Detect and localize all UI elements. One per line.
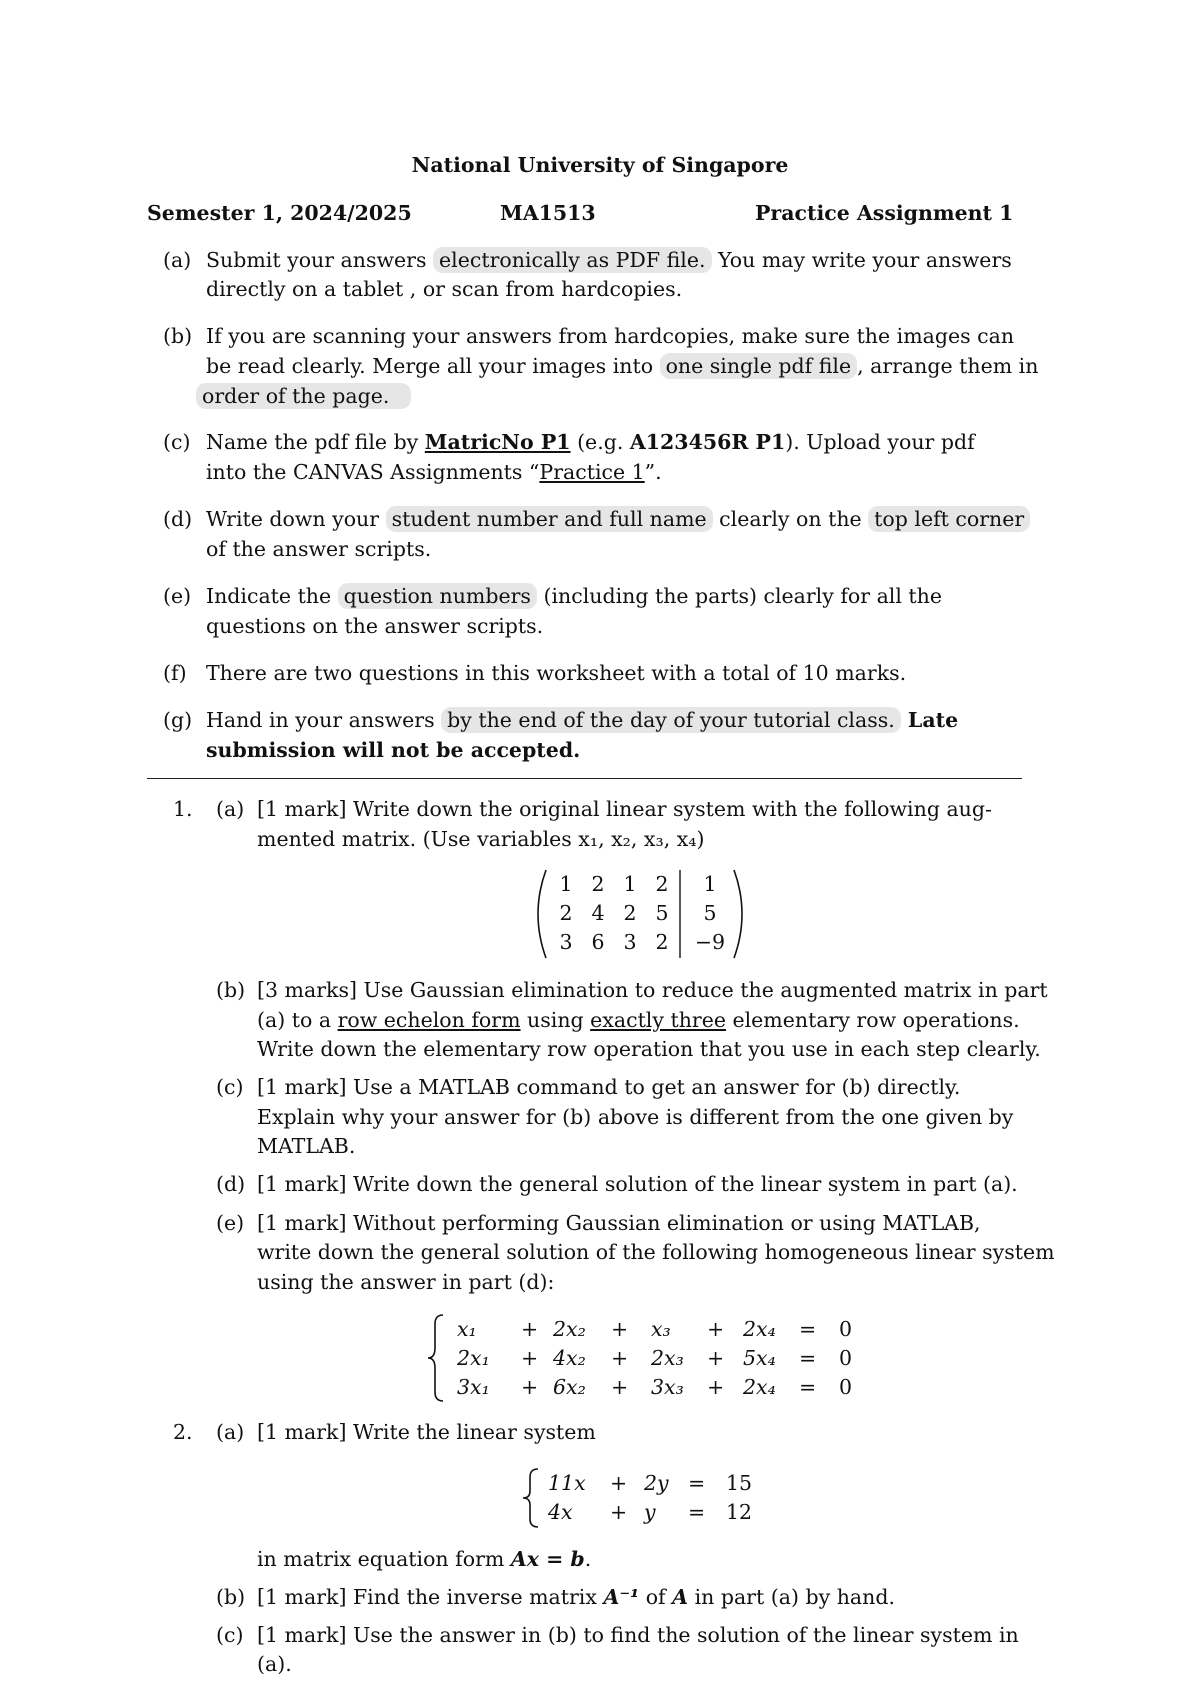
matrix-entry: −9	[694, 930, 726, 954]
part-label: (e)	[216, 1211, 245, 1235]
equation-term: =	[799, 1346, 817, 1370]
row-echelon-form: row echelon form	[337, 1008, 521, 1032]
inverse-matrix-symbol: A⁻¹	[603, 1585, 640, 1609]
matrix-entry: 5	[703, 901, 717, 925]
matrix-entry: 3	[623, 930, 637, 954]
equation-row	[425, 1344, 865, 1373]
equation-row	[425, 1315, 865, 1344]
equation-term: 15	[726, 1471, 753, 1495]
assignment-title: Practice Assignment 1	[755, 201, 1014, 225]
part-label: (c)	[216, 1075, 244, 1099]
instruction-label: (f)	[163, 661, 187, 685]
instruction-label: (c)	[163, 430, 191, 454]
matrix-entry: 2	[655, 930, 669, 954]
equation-term: x₁	[457, 1317, 477, 1341]
matrix-entry: 6	[591, 930, 605, 954]
equation-term: +	[707, 1346, 725, 1370]
equation-term: +	[521, 1317, 539, 1341]
canvas-assignment-name: Practice 1	[539, 460, 645, 484]
matrix-entry: 2	[655, 872, 669, 896]
equation-term: 3x₃	[651, 1375, 684, 1399]
equation-row	[520, 1498, 960, 1527]
equation-term: 2x₃	[651, 1346, 684, 1370]
equation-term: =	[688, 1471, 706, 1495]
equation-term: +	[610, 1500, 628, 1524]
university-title: National University of Singapore	[411, 153, 789, 177]
equation-term: 5x₄	[743, 1346, 776, 1370]
matrix-entry: 3	[559, 930, 573, 954]
equation-term: +	[521, 1375, 539, 1399]
equation-term: =	[799, 1317, 817, 1341]
matrix-equation: Ax = b	[510, 1547, 585, 1571]
equation-term: 12	[726, 1500, 753, 1524]
highlight-single-pdf: one single pdf file	[660, 353, 858, 379]
part-label: (a)	[216, 1420, 245, 1444]
equation-term: 4x	[548, 1500, 573, 1524]
part-label: (b)	[216, 1585, 246, 1609]
matrix-entry: 1	[623, 872, 637, 896]
matrix-entry: 2	[591, 872, 605, 896]
equation-row	[425, 1373, 865, 1402]
instruction-label: (b)	[163, 324, 193, 348]
matrix-entry: 2	[559, 901, 573, 925]
equation-term: y	[644, 1500, 656, 1524]
equation-term: 0	[839, 1346, 853, 1370]
highlight-deadline: by the end of the day of your tutorial class.	[441, 707, 901, 733]
equation-term: +	[611, 1346, 629, 1370]
highlight-question-numbers: question numbers	[338, 583, 537, 609]
late-submission-warning: submission will not be accepted.	[206, 738, 581, 762]
matrix-entry: 1	[559, 872, 573, 896]
question-number: 2.	[173, 1420, 193, 1444]
homogeneous-system	[425, 1312, 865, 1404]
instruction-label: (d)	[163, 507, 193, 531]
highlight-top-left: top left corner	[868, 506, 1030, 532]
filename-example: A123456R P1	[629, 430, 786, 454]
equation-row	[520, 1469, 960, 1498]
augmented-matrix	[530, 866, 750, 962]
equation-term: +	[707, 1317, 725, 1341]
highlight-pdf: electronically as PDF file.	[433, 247, 711, 273]
equation-term: 2y	[644, 1471, 669, 1495]
semester-label: Semester 1, 2024/2025	[147, 201, 412, 225]
instruction-label: (e)	[163, 584, 192, 608]
equation-term: 2x₄	[743, 1375, 776, 1399]
filename-format: MatricNo P1	[424, 430, 571, 454]
equation-term: 2x₄	[743, 1317, 776, 1341]
exactly-three: exactly three	[590, 1008, 726, 1032]
equation-term: +	[611, 1317, 629, 1341]
matrix-a-symbol: A	[672, 1585, 689, 1609]
equation-term: 2x₁	[457, 1346, 490, 1370]
linear-system-2	[520, 1466, 780, 1530]
document-page: National University of Singapore Semester 1, 2024/2025 MA1513 Practice Assignment 1 (a) Submit your answers electronically as PDF file. You may write your answers directly on a tablet , or scan from hardcopies. (b) If you are scanning your answers from hardcopies, make sure the images can be read clearly. Merge all your images into one single pdf file , arrange them in order of the page. (c) Name the pdf file by MatricNo P1 (e.g. A123456R P1). Upload your pdf into the CANVAS Assignments “Practice 1”. (d) Write down your student number and full name clearly on the top left corner of the answer scripts. (e) Indicate the question numbers (including the parts) clearly for all the questions on the answer scripts. (f) There are two questions in this worksheet with a total of 10 marks. (g) Hand in your answers by the end of the day of your tutorial class. Late submission will not be accepted. 1. (a) [1 mark] Write down the original linear system with the following aug- mented matrix. (Use variables x₁, x₂, x₃, x₄) 1 2 1 2 1 2 4 2 5 5 3 6 3 2 −9 (b) [3 marks] Use Gaussian elimination to reduce the augmented matrix in part (a) to a row echelon form using exactly three elementary row operations. Write down the elementary row operation that you use in each step clearly. (c) [1 mark] Use a MATLAB command to get an answer for (b) directly. Explain why your answer for (b) above is different from the one given by MATLAB. (d) [1 mark] Write down the general solution of the linear system in part (a). (e) [1 mark] Without performing Gaussian elimination or using MATLAB, write down the general solution of the following homogeneous linear system using the answer in part (d): x₁ + 2x₂ + x₃ + 2x₄ = 0 2x₁ + 4x₂ + 2x₃ + 5x₄ = 0 3x₁ + 6x₂ + 3x₃ + 2x₄ = 0 2. (a) [1 mark] Write the linear system 11x + 2y = 15 4x + y = 12 in matrix equation form Ax = b. (b) [1 mark] Find the inverse matrix A⁻¹ of A in part (a) by hand. (c) [1 mark] Use the answer in (b) to find the solution of the linear system in (a).	[0, 0, 1200, 1696]
equation-term: 6x₂	[553, 1375, 586, 1399]
part-label: (a)	[216, 797, 245, 821]
equation-term: =	[799, 1375, 817, 1399]
instruction-label: (a)	[163, 248, 192, 272]
equation-term: =	[688, 1500, 706, 1524]
equation-term: 3x₁	[457, 1375, 490, 1399]
question-number: 1.	[173, 797, 193, 821]
matrix-entry: 4	[591, 901, 605, 925]
highlight-student-number: student number and full name	[386, 506, 713, 532]
part-label: (c)	[216, 1623, 244, 1647]
matrix-entry: 1	[703, 872, 717, 896]
part-label: (b)	[216, 978, 246, 1002]
highlight-page-order: order of the page.	[196, 383, 411, 409]
course-code: MA1513	[500, 201, 596, 225]
matrix-entry: 5	[655, 901, 669, 925]
equation-term: 11x	[548, 1471, 586, 1495]
equation-term: 0	[839, 1317, 853, 1341]
equation-term: +	[707, 1375, 725, 1399]
equation-term: 0	[839, 1375, 853, 1399]
equation-term: x₃	[651, 1317, 671, 1341]
equation-term: 2x₂	[553, 1317, 586, 1341]
section-divider	[147, 778, 1022, 779]
equation-term: +	[610, 1471, 628, 1495]
part-label: (d)	[216, 1172, 246, 1196]
equation-term: +	[521, 1346, 539, 1370]
matrix-entry: 2	[623, 901, 637, 925]
instruction-label: (g)	[163, 708, 193, 732]
equation-term: +	[611, 1375, 629, 1399]
equation-term: 4x₂	[553, 1346, 586, 1370]
